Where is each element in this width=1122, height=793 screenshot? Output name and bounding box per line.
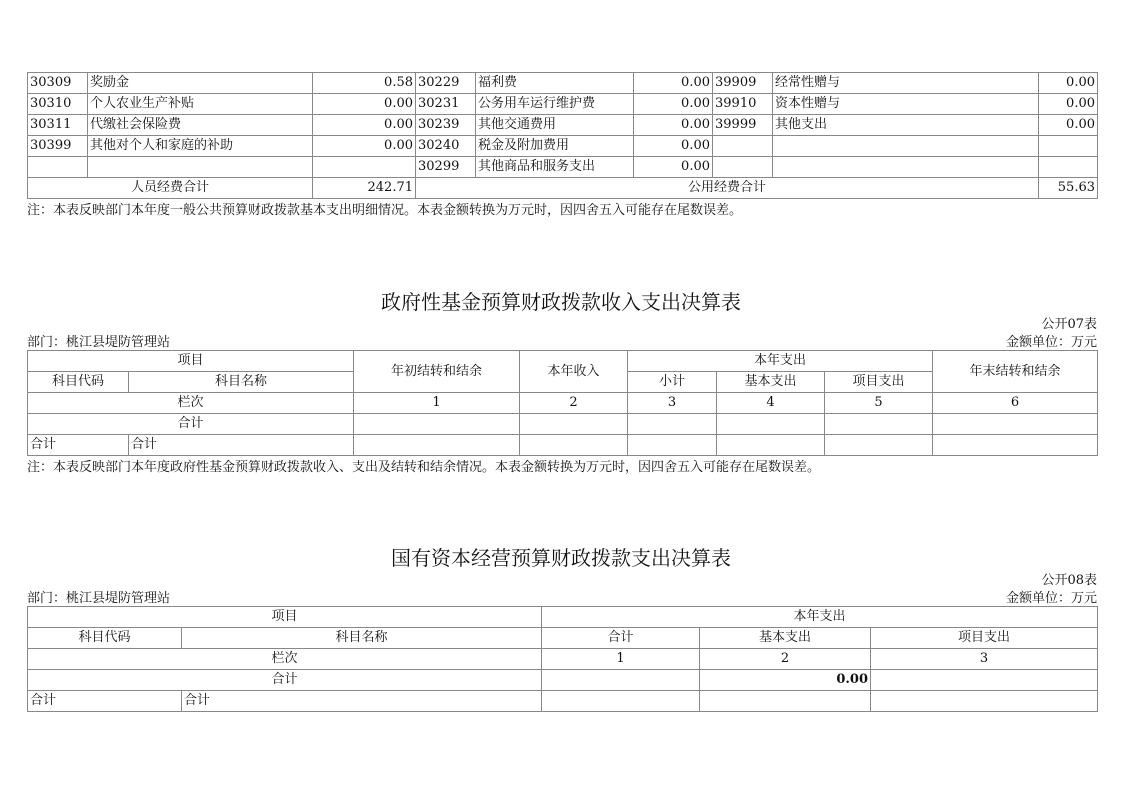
gov-fund-total-label: 合计 <box>28 414 354 435</box>
state-capital-total-row <box>28 670 1098 691</box>
detail-row <box>28 73 1098 94</box>
gov-fund-header-end: 年末结转和结余 <box>933 351 1098 393</box>
detail-amount-c: 0.00 <box>1039 94 1098 115</box>
detail-amount-a: 0.00 <box>313 94 416 115</box>
state-capital-subject-row <box>28 691 1098 712</box>
gov-fund-col-5: 5 <box>825 393 933 414</box>
detail-code-c <box>713 157 773 178</box>
gov-fund-dept: 部门：桃江县堤防管理站 <box>27 335 171 350</box>
state-capital-row-code: 合计 <box>28 691 182 712</box>
gov-fund-col-1: 1 <box>354 393 520 414</box>
detail-name-a: 其他对个人和家庭的补助 <box>88 136 313 157</box>
detail-table-note: 注：本表反映部门本年度一般公共预算财政拨款基本支出明细情况。本表金额转换为万元时，因四舍五入可能存在尾数误差。 <box>27 203 743 218</box>
personnel-total-label: 人员经费合计 <box>28 178 313 199</box>
detail-amount-a: 0.00 <box>313 115 416 136</box>
detail-name-c <box>773 136 1039 157</box>
state-capital-total-label: 合计 <box>28 670 542 691</box>
detail-amount-b: 0.00 <box>634 94 713 115</box>
gov-fund-header-income: 本年收入 <box>520 351 628 393</box>
detail-code-b: 30240 <box>416 136 476 157</box>
detail-code-a: 30311 <box>28 115 88 136</box>
gov-fund-header-subtotal: 小计 <box>628 372 717 393</box>
gov-fund-table-code: 公开07表 <box>1041 317 1097 332</box>
detail-amount-a: 0.58 <box>313 73 416 94</box>
gov-fund-header-item: 项目 <box>28 351 354 372</box>
gov-fund-col-6: 6 <box>933 393 1098 414</box>
state-capital-row-name: 合计 <box>182 691 542 712</box>
detail-name-a: 代缴社会保险费 <box>88 115 313 136</box>
state-capital-total-basic: 0.00 <box>700 670 871 691</box>
detail-code-b: 30231 <box>416 94 476 115</box>
detail-row <box>28 136 1098 157</box>
state-capital-header-project: 项目支出 <box>871 628 1098 649</box>
state-capital-col-index-row <box>28 649 1098 670</box>
detail-amount-c <box>1039 136 1098 157</box>
public-total-label: 公用经费合计 <box>416 178 1039 199</box>
detail-row <box>28 157 1098 178</box>
detail-table-body <box>28 73 1098 178</box>
state-capital-header-basic: 基本支出 <box>700 628 871 649</box>
state-capital-col-label: 栏次 <box>28 649 542 670</box>
detail-amount-a: 0.00 <box>313 136 416 157</box>
detail-code-a: 30399 <box>28 136 88 157</box>
gov-fund-note: 注：本表反映部门本年度政府性基金预算财政拨款收入、支出及结转和结余情况。本表金额转换为万元时，因四舍五入可能存在尾数误差。 <box>27 460 821 475</box>
personnel-total-value: 242.71 <box>313 178 416 199</box>
detail-name-b: 其他交通费用 <box>476 115 634 136</box>
state-capital-header-item: 项目 <box>28 607 542 628</box>
gov-fund-header-code: 科目代码 <box>28 372 129 393</box>
gov-fund-subject-row <box>28 435 1098 456</box>
gov-fund-table-title: 政府性基金预算财政拨款收入支出决算表 <box>381 290 741 314</box>
gov-fund-col-2: 2 <box>520 393 628 414</box>
detail-code-b: 30299 <box>416 157 476 178</box>
gov-fund-unit: 金额单位：万元 <box>1005 335 1097 350</box>
gov-fund-col-label: 栏次 <box>28 393 354 414</box>
detail-amount-a <box>313 157 416 178</box>
detail-amount-b: 0.00 <box>634 73 713 94</box>
state-capital-col-3: 3 <box>871 649 1098 670</box>
detail-code-a: 30310 <box>28 94 88 115</box>
detail-code-b: 30229 <box>416 73 476 94</box>
gov-fund-header-project: 项目支出 <box>825 372 933 393</box>
detail-code-a: 30309 <box>28 73 88 94</box>
gov-fund-header-expense: 本年支出 <box>628 351 933 372</box>
gov-fund-col-3: 3 <box>628 393 717 414</box>
detail-code-a <box>28 157 88 178</box>
detail-row <box>28 115 1098 136</box>
gov-fund-header-basic: 基本支出 <box>717 372 825 393</box>
detail-name-a <box>88 157 313 178</box>
state-capital-header-code: 科目代码 <box>28 628 182 649</box>
basic-expense-detail-table <box>27 72 1098 199</box>
state-capital-dept: 部门：桃江县堤防管理站 <box>27 591 171 606</box>
detail-name-c: 其他支出 <box>773 115 1039 136</box>
state-capital-unit: 金额单位：万元 <box>1005 591 1097 606</box>
detail-code-c <box>713 136 773 157</box>
detail-amount-b: 0.00 <box>634 115 713 136</box>
state-capital-header-name: 科目名称 <box>182 628 542 649</box>
detail-code-c: 39999 <box>713 115 773 136</box>
gov-fund-header-name: 科目名称 <box>129 372 354 393</box>
state-capital-table-code: 公开08表 <box>1041 573 1097 588</box>
gov-fund-row-code: 合计 <box>28 435 129 456</box>
detail-total-row <box>28 178 1098 199</box>
state-capital-col-2: 2 <box>700 649 871 670</box>
public-total-value: 55.63 <box>1039 178 1098 199</box>
gov-fund-total-row <box>28 414 1098 435</box>
gov-fund-table <box>27 350 1098 456</box>
state-capital-header-expense: 本年支出 <box>542 607 1098 628</box>
detail-name-b: 税金及附加费用 <box>476 136 634 157</box>
detail-code-b: 30239 <box>416 115 476 136</box>
gov-fund-header-begin: 年初结转和结余 <box>354 351 520 393</box>
detail-code-c: 39909 <box>713 73 773 94</box>
detail-code-c: 39910 <box>713 94 773 115</box>
detail-amount-b: 0.00 <box>634 157 713 178</box>
state-capital-table <box>27 606 1098 712</box>
detail-amount-c: 0.00 <box>1039 73 1098 94</box>
detail-name-b: 公务用车运行维护费 <box>476 94 634 115</box>
detail-name-c: 经常性赠与 <box>773 73 1039 94</box>
gov-fund-col-index-row <box>28 393 1098 414</box>
detail-amount-c <box>1039 157 1098 178</box>
detail-name-c <box>773 157 1039 178</box>
detail-amount-c: 0.00 <box>1039 115 1098 136</box>
state-capital-table-title: 国有资本经营预算财政拨款支出决算表 <box>391 546 731 570</box>
detail-amount-b: 0.00 <box>634 136 713 157</box>
state-capital-col-1: 1 <box>542 649 700 670</box>
detail-name-c: 资本性赠与 <box>773 94 1039 115</box>
state-capital-header-total: 合计 <box>542 628 700 649</box>
gov-fund-row-name: 合计 <box>129 435 354 456</box>
gov-fund-col-4: 4 <box>717 393 825 414</box>
detail-name-a: 个人农业生产补贴 <box>88 94 313 115</box>
detail-name-b: 福利费 <box>476 73 634 94</box>
detail-row <box>28 94 1098 115</box>
detail-name-b: 其他商品和服务支出 <box>476 157 634 178</box>
detail-name-a: 奖励金 <box>88 73 313 94</box>
